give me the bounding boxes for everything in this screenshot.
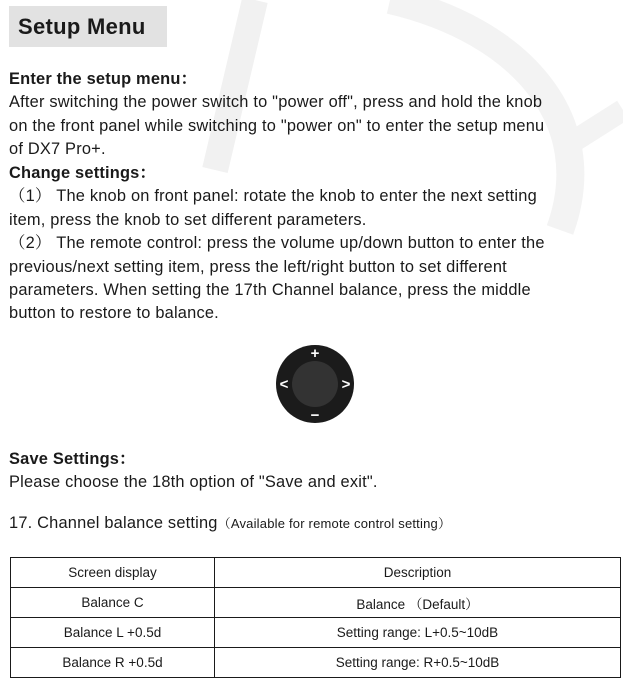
table-cell: Balance C — [11, 588, 215, 618]
enter-setup-line: of DX7 Pro+. — [9, 140, 106, 159]
change-settings-heading: Change settings： — [9, 164, 157, 182]
table-row — [11, 648, 621, 678]
volume-down-icon: − — [310, 407, 320, 423]
table-cell: Setting range: L+0.5~10dB — [215, 618, 621, 648]
change-settings-line: （1） The knob on front panel: rotate the knob to enter the next setting — [9, 187, 537, 206]
save-settings-section — [9, 448, 619, 495]
save-settings-line: Please choose the 18th option of "Save and exit". — [9, 473, 378, 492]
change-settings-line: previous/next setting item, press the left/right button to set different — [9, 257, 507, 276]
table-cell: Balance （Default） — [215, 588, 621, 618]
balance-title-note: （Available for remote control setting） — [217, 516, 452, 531]
remote-dpad-icon — [276, 345, 354, 423]
change-settings-line: （2） The remote control: press the volume up/down button to enter the — [9, 234, 545, 253]
table-header-row — [11, 558, 621, 588]
volume-up-icon: + — [310, 345, 320, 362]
save-settings-heading: Save Settings： — [9, 450, 136, 468]
enter-setup-heading: Enter the setup menu： — [9, 70, 198, 88]
table-cell: Balance L +0.5d — [11, 618, 215, 648]
table-row — [11, 618, 621, 648]
balance-table — [10, 557, 621, 678]
right-arrow-icon: > — [341, 376, 351, 393]
enter-setup-line: on the front panel while switching to "power on" to enter the setup menu — [9, 116, 545, 135]
enter-setup-line: After switching the power switch to "power off", press and hold the knob — [9, 93, 543, 112]
balance-title-text: 17. Channel balance setting — [9, 514, 218, 532]
change-settings-line: parameters. When setting the 17th Channel balance, press the middle — [9, 281, 531, 300]
change-settings-section — [9, 162, 619, 326]
table-header-screen-display: Screen display — [11, 558, 215, 588]
page-title: Setup Menu — [18, 14, 146, 39]
change-settings-line: item, press the knob to set different parameters. — [9, 210, 367, 229]
table-row — [11, 588, 621, 618]
table-header-description: Description — [215, 558, 621, 588]
table-cell: Setting range: R+0.5~10dB — [215, 648, 621, 678]
enter-setup-section — [9, 68, 619, 162]
left-arrow-icon: < — [279, 376, 289, 393]
table-cell: Balance R +0.5d — [11, 648, 215, 678]
change-settings-line: button to restore to balance. — [9, 304, 219, 323]
balance-table-title — [9, 513, 451, 533]
